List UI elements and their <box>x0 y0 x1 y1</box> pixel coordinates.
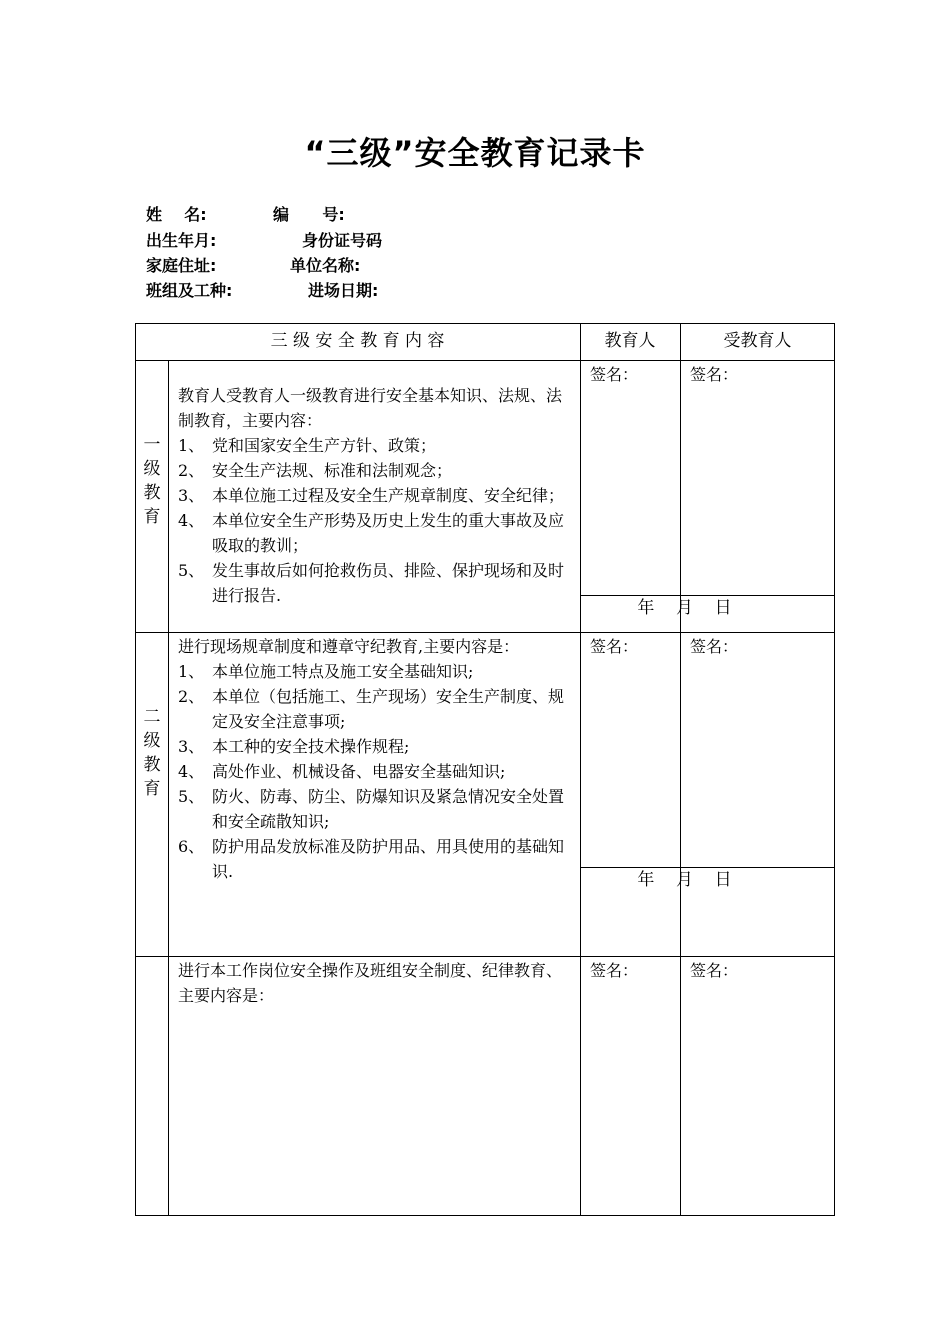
entry-label: 进场日期: <box>308 281 379 300</box>
team-label: 班组及工种: <box>146 281 233 300</box>
address-label: 家庭住址: <box>146 256 217 275</box>
educator-sign-2[interactable]: 签名： <box>590 637 639 656</box>
header-content: 三 级 安 全 教 育 内 容 <box>270 331 445 351</box>
stage-content-3: 进行本工作岗位安全操作及班组安全制度、纪律教育、主要内容是： <box>178 961 563 1005</box>
educatee-sign-3[interactable]: 签名： <box>690 961 739 980</box>
educatee-sign-1[interactable]: 签名： <box>690 365 739 384</box>
birth-label: 出生年月: <box>146 231 217 250</box>
educator-sign-1[interactable]: 签名： <box>590 365 639 384</box>
stage-label-1: 一 级 教 育 <box>143 435 161 527</box>
education-table <box>135 323 835 1216</box>
educatee-sign-2[interactable]: 签名： <box>690 637 739 656</box>
stage-content-2: 进行现场规章制度和遵章守纪教育,主要内容是： 1、 本单位施工特点及施工安全基础知识; 2、 本单位（包括施工、生产现场）安全生产制度、规定及安全注意事项; 3、 本工种的安全技术操作规程; 4、 高处作业、机械设备、电器安全基础知识; 5、 防火、防毒、防尘、防爆知识及紧急情况安全处置和安全疏散知识; 6、 防护用品发放标准及防护用品、用具使用的基础知识. <box>178 637 565 881</box>
id-label: 身份证号码 <box>302 231 383 250</box>
number-label: 编 号: <box>273 205 345 224</box>
stage-label-2: 二 级 教 育 <box>143 707 161 799</box>
date-1[interactable]: 年 月 日 <box>637 598 732 618</box>
header-educatee: 受教育人 <box>723 331 792 351</box>
page-title: “三级”安全教育记录卡 <box>304 134 646 172</box>
name-label: 姓 名: <box>146 205 207 224</box>
date-2[interactable]: 年 月 日 <box>637 870 732 890</box>
header-educator: 教育人 <box>604 331 656 351</box>
educator-sign-3[interactable]: 签名： <box>590 961 639 980</box>
unit-label: 单位名称: <box>290 256 361 275</box>
stage-content-1: 教育人受教育人一级教育进行安全基本知识、法规、法制教育，主要内容： 1、 党和国家安全生产方针、政策； 2、 安全生产法规、标准和法制观念； 3、 本单位施工过程及安全生产规章制度、安全纪律； 4、 本单位安全生产形势及历史上发生的重大事故及应吸取的教训； 5、 发生事故后如何抢救伤员、排险、保护现场和及时进行报告. <box>178 386 565 605</box>
